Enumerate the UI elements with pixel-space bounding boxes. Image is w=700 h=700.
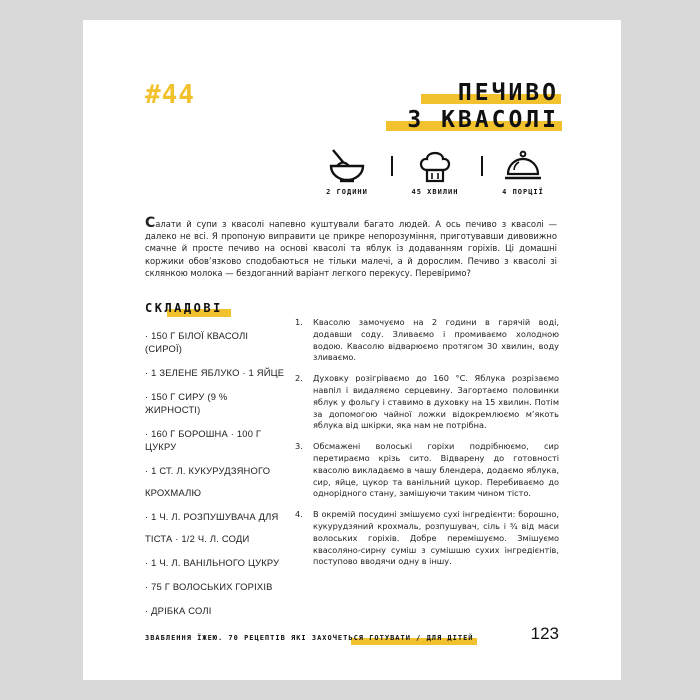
step-item (295, 509, 559, 568)
recipe-title-line-1: ПЕЧИВО (457, 80, 559, 106)
ingredient-item: · 1 Ч. Л. РОЗПУШУВАЧА ДЛЯ ТІСТА · 1/2 Ч. Л. СОДИ (145, 511, 279, 544)
steps-list (295, 317, 559, 577)
intro-dropcap: С (145, 215, 156, 231)
intro-paragraph (145, 217, 557, 279)
ingredients-title: СКЛАДОВІ (145, 301, 223, 315)
step-number: 1. (295, 317, 303, 327)
step-text: Духовку розігріваємо до 160 °С. Яблука розрізаємо навпіл і видаляємо серцевину. Загортаємо половинки яблук у фольгу і ставимо в духовку на 15 хвилин. Потім за допомогою чайної ложки відокремлюємо м’якоть яблука від шкірки, яка нам не потрібна. (313, 373, 559, 431)
ingredient-item: · 75 Г ВОЛОСЬКИХ ГОРІХІВ (145, 581, 273, 592)
recipe-number: #44 (145, 80, 195, 110)
recipe-title-line-2: З КВАСОЛІ (407, 107, 559, 133)
ingredient-item: · 160 Г БОРОШНА · 100 Г ЦУКРУ (145, 428, 262, 452)
cook-time-label: 45 ХВИЛИН (411, 188, 459, 196)
step-text: Квасолю замочуємо на 2 години в гарячій воді, додавши соду. Зливаємо і промиваємо холодною водою. Квасолю відварюємо протягом 30 хвилин, воду зливаємо. (313, 317, 559, 363)
serving-cloche-icon (503, 148, 543, 184)
servings-label: 4 ПОРЦІЇ (502, 188, 544, 196)
step-item (295, 441, 559, 500)
meta-divider (481, 156, 483, 176)
step-number: 4. (295, 509, 303, 520)
step-text: В окремій посудині змішуємо сухі інгредієнти: борошно, кукурудзяний крохмаль, розпушувач, сіль і ¾ від маси волоських горіхів. Добре перемішуємо. Змішуємо квасоляно-сирну суміш з сумішшю сухих інгредієнтів, поступово вводячи одну в іншу. (313, 509, 559, 567)
soak-time-label: 2 ГОДИНИ (326, 188, 368, 196)
step-number: 2. (295, 373, 303, 384)
meta-divider (391, 156, 393, 176)
ingredients-list (145, 318, 285, 617)
step-item (295, 317, 559, 364)
ingredient-item: · 150 Г СИРУ (9 % ЖИРНОСТІ) (145, 391, 228, 415)
recipe-page (83, 20, 621, 680)
intro-text: алати й супи з квасолі напевно куштували багато людей. А ось печиво з квасолі — далеко не всі. Я пропоную виправити це прикре непорозуміння, приготувавши дивовижно смачне й просте печиво на основі квасолі та яблук із додаванням горіхів. Ці домашні коржики обов’язково сподобаються не тільки малечі, а й дорослим. Печиво з квасолі зі склянкою молока — бездоганний варіант легкого перекусу. Перевіримо? (145, 219, 557, 278)
page-number: 123 (530, 624, 559, 643)
ingredient-item: · 150 Г БІЛОЇ КВАСОЛІ (СИРОЇ) (145, 330, 249, 354)
step-number: 3. (295, 441, 303, 452)
step-text: Обсмажені волоські горіхи подрібнюємо, сир перетираємо крізь сито. Відварену до готовності квасолю викладаємо в чашу блендера, додаємо яблука, сир, яйце, цукор та ванільний цукор. Перебиваємо до однорідного стану, замішуючи таким чином тісто. (313, 441, 559, 499)
ingredient-item: · 1 ЗЕЛЕНЕ ЯБЛУКО · 1 ЯЙЦЕ (145, 367, 285, 378)
chef-hat-icon (415, 148, 455, 184)
step-item (295, 373, 559, 432)
ingredient-item: · ДРІБКА СОЛІ (145, 605, 212, 616)
ingredient-item: · 1 Ч. Л. ВАНІЛЬНОГО ЦУКРУ (145, 557, 280, 568)
recipe-meta-icons (313, 148, 563, 188)
book-title-footer: ЗВАБЛЕННЯ ЇЖЕЮ. 70 РЕЦЕПТІВ ЯКІ ЗАХОЧЕТЬСЯ ГОТУВАТИ / ДЛЯ ДІТЕЙ (145, 634, 474, 642)
mixing-bowl-icon (327, 148, 367, 184)
ingredient-item: · 1 СТ. Л. КУКУРУДЗЯНОГО КРОХМАЛЮ (145, 465, 271, 498)
